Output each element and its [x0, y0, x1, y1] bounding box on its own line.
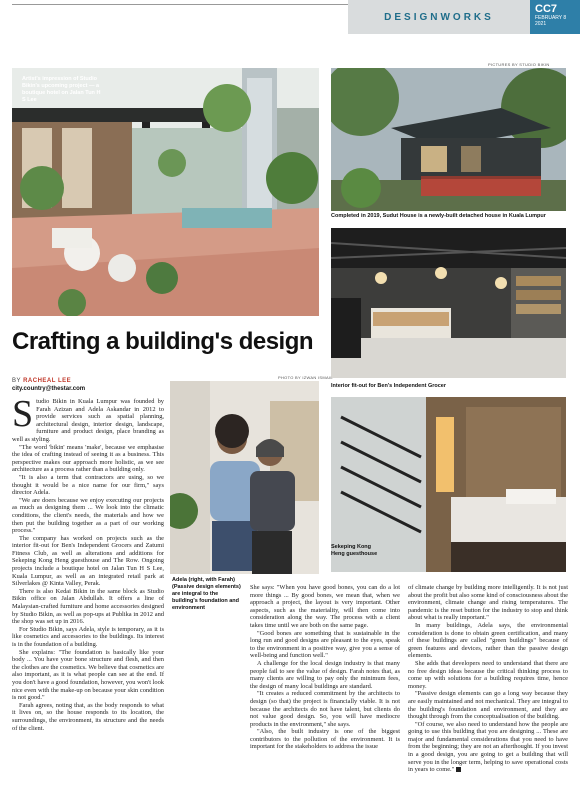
col1-paragraph: She explains: "The foundation is basically like your body ... You have your bone structure and flesh, and then the clothes are the cosmetics. We believe that cosmetics are also important, as it is what people can see at the end. If you don't have a good foundation, however, you won't look nice even with the make-up on because your skin condition is not good." [12, 648, 164, 702]
body-column-2 [250, 584, 400, 751]
header-rule [12, 4, 350, 5]
byline [12, 378, 71, 384]
drop-cap: S [12, 393, 34, 435]
col2-paragraph: She says: "When you have good bones, you can do a lot more things ... By good bones, we mean that, when we approach a project, the layout is very important. Other aspects, such as the materiality, will then come into consideration along the way. The process with a client takes time until we are both on the same page. [250, 584, 400, 629]
col1-paragraph: The company has worked on projects such as the interior fit-out for Ben's Independent Grocers and Zatumi Fitness Club, as well as alterations and additions for Sekeping Kong Heng guesthouse and The Row. Ongoing projects include a boutique hotel on Jalan Tun H S Lee, Kuala Lumpur, as well as an integrated retail park at Silverlakes @ Kinta Valley, Perak. [12, 534, 164, 588]
author-name: RACHEAL LEE [23, 378, 72, 384]
portrait-image [170, 381, 319, 574]
article-headline: Crafting a building's design [12, 328, 314, 355]
col1-paragraph: Studio Bikin in Kuala Lumpur was founded by Farah Azizan and Adela Askandar in 2012 to provide services such as spatial planning, architectural design, interior design, landscape, furniture and product design, place branding as well as styling. [12, 393, 164, 443]
col3-paragraph: She adds that developers need to understand that there are no free design ideas because the critical thinking process to come up with solutions for a building requires time, hence money. [408, 659, 568, 690]
byline-prefix: BY [12, 378, 21, 384]
col3-paragraph: In many buildings, Adela says, the environmental consideration is done to obtain green certification, and many of these buildings are called "green buildings" because of green features and devices, rather than the passive design elements. [408, 621, 568, 660]
page-tab [530, 0, 580, 34]
hotel-render-image [12, 68, 319, 316]
hotel-render-caption: Artist's impression of Studio Bikin's upcoming project — a boutique hotel on Jalan Tun H S Lee [22, 76, 101, 103]
col1-paragraph: "We are doers because we enjoy executing our projects as much as designing them ... We look into the climatic conditions, the client's needs, the materials and how we then put the building together as a part of our working process." [12, 496, 164, 535]
col1-paragraph: There is also Kedai Bikin in the same block as Studio Bikin office on Jalan Abdullah. It offers a line of Malaysian-crafted furniture and home accessories designed by Studio Bikin, as well as pop-ups at Publika in 2012 and the shop was set up in 2016. [12, 587, 164, 626]
portrait-caption: Adela (right, with Farah) (Passive design elements) are integral to the building's foundation and environment [172, 577, 241, 611]
col3-paragraph: of climate change by building more intelligently. It is not just about the profit but also some kind of consciousness about the environment, climate change and rising temperatures. The pandemic is the reset button for the industry to stop and think about what is really important." [408, 584, 568, 622]
col1-paragraph: Farah agrees, noting that, as the body responds to what it lives on, so the house responds to its location, the surroundings, the environment, its structure and the needs of the client. [12, 701, 164, 732]
col3-paragraph: "Of course, we also need to understand how the people are going to use this building that you are designing ... These are major and fundamental considerations that you need to have from the beginning; they are not an afterthought. If you invest in a good design, you are going to get a building that will serve you in the longer term, helping to save operational costs in years to come." [408, 720, 568, 774]
body-column-3 [408, 584, 568, 774]
grocer-interior-image [331, 228, 566, 378]
col1-paragraph: "It is also a term that contractors are using, so we thought it would be a nice name for our firm," says director Adela. [12, 473, 164, 497]
col1-paragraph: For Studio Bikin, says Adela, style is temporary, as it is like cosmetics and accessories to the buildings. Its interest is in the foundation of a building. [12, 625, 164, 648]
section-banner [348, 0, 530, 34]
date-line-2: 2021 [535, 21, 547, 27]
body-column-1 [12, 393, 164, 732]
col1-paragraph: "The word 'bikin' means 'make', because we emphasise the idea of crafting instead of seeing it as a business. This perspective makes our approach more holistic, as we see architecture as a process rather than a building only. [12, 443, 164, 474]
col3-paragraph: "Passive design elements can go a long way because they are easily maintained and not mechanical. They are integral to the building's foundation and environment, and they are thought through from the conceptualisation of the building. [408, 690, 568, 721]
section-title: DESIGNWORKS [384, 11, 494, 23]
end-mark-icon [456, 767, 461, 772]
photo-credit-top: PICTURES BY STUDIO BIKIN [488, 62, 550, 67]
col2-paragraph: "Good bones are something that is sustainable in the long run and good designs are pleasant to the eyes, speak to the environment in a positive way, give you a sense of well-being and function well." [250, 629, 400, 660]
col2-paragraph: "It creates a reduced commitment by the architects to design (so that) the project is financially viable. It is not because the architects do not have talent, but clients do not value good design. So, you will have mediocre products in the environment," she says. [250, 690, 400, 728]
grocer-caption: Interior fit-out for Ben's Independent Grocer [331, 383, 446, 389]
author-email[interactable]: city.country@thestar.com [12, 386, 86, 392]
date-line-1: FEBRUARY 8 [535, 15, 567, 21]
guesthouse-caption: Sekeping Kong Heng guesthouse [331, 544, 378, 557]
sudut-house-caption: Completed in 2019, Sudut House is a newly-built detached house in Kuala Lumpur [331, 213, 546, 219]
col2-paragraph: "Also, the built industry is one of the biggest contributors to the pollution of the environment. It is important for the stakeholders to address the issue [250, 728, 400, 751]
page-number: CC7 [535, 3, 558, 15]
col2-paragraph: A challenge for the local design industry is that many people fail to see the value of design. Farah notes that, as many clients are willing to pay only the minimum fees, the design of many local buildings are standard. [250, 659, 400, 690]
sudut-house-image [331, 68, 566, 211]
photo-credit-portrait: PHOTO BY IZWAN ISMAIL [278, 375, 333, 380]
